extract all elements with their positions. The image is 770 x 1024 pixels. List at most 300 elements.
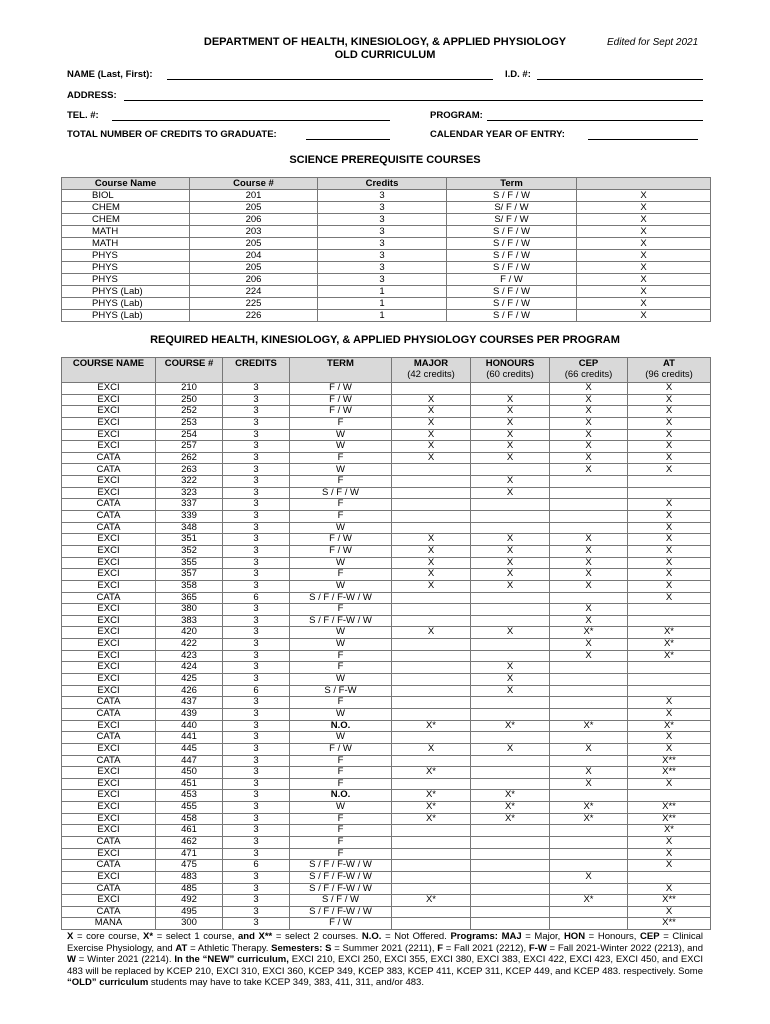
required-cell: X*: [471, 720, 550, 732]
prereq-cell: 1: [318, 298, 447, 310]
required-row: [62, 534, 711, 546]
required-row: [62, 790, 711, 802]
prereq-cell: PHYS (Lab): [62, 310, 190, 322]
required-cell: X: [628, 394, 711, 406]
address-field[interactable]: [124, 100, 703, 101]
required-header-label: CEP: [578, 358, 599, 369]
required-cell: X: [550, 417, 628, 429]
required-row: [62, 487, 711, 499]
required-row: [62, 860, 711, 872]
required-cell: F: [290, 778, 392, 790]
required-cell: X**: [628, 918, 711, 930]
required-header-cell: [628, 358, 711, 383]
required-header-credits: (66 credits): [564, 369, 613, 380]
required-cell: EXCI: [62, 557, 156, 569]
required-row: [62, 639, 711, 651]
required-cell: F: [290, 825, 392, 837]
required-cell: EXCI: [62, 720, 156, 732]
required-cell: [392, 836, 471, 848]
required-cell: CATA: [62, 464, 156, 476]
prereq-row: [62, 214, 711, 226]
required-cell: [471, 755, 550, 767]
curriculum-title: OLD CURRICULUM: [334, 49, 436, 61]
required-cell: 3: [223, 755, 290, 767]
prereq-cell: F / W: [447, 274, 577, 286]
required-cell: [550, 697, 628, 709]
prereq-cell: X: [577, 202, 711, 214]
prereq-cell: CHEM: [62, 214, 190, 226]
required-row: [62, 406, 711, 418]
required-cell: 3: [223, 452, 290, 464]
required-cell: X**: [628, 755, 711, 767]
prereq-cell: PHYS: [62, 262, 190, 274]
required-cell: 3: [223, 615, 290, 627]
required-cell: 3: [223, 674, 290, 686]
prereq-cell: 3: [318, 250, 447, 262]
required-cell: [550, 487, 628, 499]
calendar-year-field[interactable]: [588, 139, 698, 140]
required-cell: X: [628, 534, 711, 546]
required-cell: [550, 836, 628, 848]
required-table: [61, 357, 711, 930]
required-cell: CATA: [62, 452, 156, 464]
required-cell: X: [392, 441, 471, 453]
legend-footnote: X = core course, X* = select 1 course, and X** = select 2 courses. N.O. = Not Offered. Programs: MAJ = Major, HON = Honours, CEP = Clinical Exercise Physiology, and AT = Athletic Therapy. Semesters: S = Summer 2021 (2211), F = Fall 2021 (2212), F-W = Fall 2021-Winter 2022 (2213), and W = Winter 2021 (2214). In the “NEW” curriculum, EXCI 210, EXCI 250, EXCI 355, EXCI 380, EXCI 383, EXCI 422, EXCI 423, EXCI 450, and EXCI 483 will be replaced by KCEP 210, EXCI 310, EXCI 360, KCEP 349, KCEP 383, KCEP 411, KCEP 311, KCEP 449, and KCEP 483. respectively. Some “OLD” curriculum students may have to take KCEP 349, 383, 411, 311, and/or 483.: [67, 931, 703, 989]
required-cell: CATA: [62, 499, 156, 511]
required-cell: EXCI: [62, 429, 156, 441]
required-cell: [550, 662, 628, 674]
required-cell: [550, 708, 628, 720]
required-cell: X: [550, 778, 628, 790]
required-row: [62, 813, 711, 825]
required-header-label: MAJOR: [413, 358, 449, 369]
required-cell: X*: [628, 639, 711, 651]
required-cell: 440: [156, 720, 223, 732]
required-cell: 3: [223, 534, 290, 546]
required-cell: [628, 487, 711, 499]
required-cell: X: [628, 848, 711, 860]
name-field[interactable]: [167, 79, 493, 80]
required-cell: X*: [471, 802, 550, 814]
required-cell: X: [550, 534, 628, 546]
required-cell: X*: [392, 790, 471, 802]
required-cell: EXCI: [62, 767, 156, 779]
required-cell: 210: [156, 383, 223, 395]
tel-field[interactable]: [112, 120, 390, 121]
prereq-cell: BIOL: [62, 190, 190, 202]
required-cell: [392, 708, 471, 720]
required-cell: X: [550, 545, 628, 557]
required-cell: CATA: [62, 511, 156, 523]
prereq-cell: CHEM: [62, 202, 190, 214]
required-cell: X*: [471, 813, 550, 825]
prereq-cell: 3: [318, 202, 447, 214]
required-cell: 3: [223, 627, 290, 639]
required-cell: 3: [223, 604, 290, 616]
required-cell: X: [471, 569, 550, 581]
required-cell: EXCI: [62, 441, 156, 453]
required-cell: X**: [628, 813, 711, 825]
required-cell: 339: [156, 511, 223, 523]
required-cell: [392, 918, 471, 930]
required-cell: 422: [156, 639, 223, 651]
required-cell: X: [471, 406, 550, 418]
required-cell: EXCI: [62, 825, 156, 837]
required-row: [62, 592, 711, 604]
required-cell: [392, 883, 471, 895]
required-cell: X: [471, 452, 550, 464]
prereq-cell: 1: [318, 286, 447, 298]
required-row: [62, 604, 711, 616]
required-row: [62, 464, 711, 476]
prereq-row: [62, 238, 711, 250]
required-header-label: CREDITS: [235, 358, 277, 369]
required-cell: 451: [156, 778, 223, 790]
required-cell: X: [471, 627, 550, 639]
required-cell: 3: [223, 545, 290, 557]
required-header-cell: [550, 358, 628, 383]
program-field[interactable]: [487, 120, 703, 121]
id-field[interactable]: [537, 79, 703, 80]
calendar-year-label: CALENDAR YEAR OF ENTRY:: [430, 129, 565, 140]
required-cell: 6: [223, 592, 290, 604]
required-cell: X: [628, 580, 711, 592]
prereq-cell: S / F / W: [447, 286, 577, 298]
required-cell: 3: [223, 417, 290, 429]
required-cell: X: [471, 545, 550, 557]
required-cell: [471, 895, 550, 907]
required-cell: [471, 767, 550, 779]
required-cell: [471, 918, 550, 930]
required-cell: EXCI: [62, 650, 156, 662]
required-cell: X: [628, 406, 711, 418]
required-cell: S / F / F-W / W: [290, 871, 392, 883]
required-cell: [471, 650, 550, 662]
required-cell: X: [550, 767, 628, 779]
required-cell: [392, 755, 471, 767]
required-cell: 348: [156, 522, 223, 534]
required-cell: X*: [550, 720, 628, 732]
required-cell: X: [550, 580, 628, 592]
required-cell: 254: [156, 429, 223, 441]
required-cell: [471, 708, 550, 720]
required-cell: [392, 906, 471, 918]
required-cell: X: [471, 476, 550, 488]
required-cell: 425: [156, 674, 223, 686]
required-cell: X: [628, 860, 711, 872]
prereq-cell: X: [577, 274, 711, 286]
required-cell: EXCI: [62, 848, 156, 860]
required-row: [62, 685, 711, 697]
prereq-cell: S / F / W: [447, 262, 577, 274]
tel-label: TEL. #:: [67, 110, 99, 121]
required-row: [62, 511, 711, 523]
required-cell: CATA: [62, 592, 156, 604]
required-header-cell: [62, 358, 156, 383]
required-row: [62, 732, 711, 744]
required-cell: X: [471, 662, 550, 674]
required-cell: N.O.: [290, 790, 392, 802]
required-cell: X: [628, 452, 711, 464]
required-cell: X: [550, 441, 628, 453]
prereq-cell: X: [577, 214, 711, 226]
required-cell: 3: [223, 743, 290, 755]
required-cell: X*: [392, 767, 471, 779]
required-cell: 365: [156, 592, 223, 604]
required-cell: F / W: [290, 743, 392, 755]
prereq-cell: X: [577, 286, 711, 298]
required-cell: X: [392, 534, 471, 546]
prereq-cell: 3: [318, 226, 447, 238]
required-cell: 458: [156, 813, 223, 825]
required-row: [62, 743, 711, 755]
required-cell: [628, 604, 711, 616]
required-cell: X: [471, 441, 550, 453]
required-cell: X: [392, 557, 471, 569]
required-cell: X: [628, 778, 711, 790]
required-cell: 447: [156, 755, 223, 767]
required-header-cell: [290, 358, 392, 383]
required-cell: [471, 732, 550, 744]
required-cell: [392, 487, 471, 499]
required-cell: W: [290, 708, 392, 720]
required-cell: CATA: [62, 836, 156, 848]
required-cell: X*: [550, 813, 628, 825]
required-cell: CATA: [62, 883, 156, 895]
required-cell: [550, 499, 628, 511]
required-cell: X: [392, 627, 471, 639]
required-cell: F: [290, 813, 392, 825]
required-header-label: HONOURS: [485, 358, 535, 369]
prereq-cell: S / F / W: [447, 226, 577, 238]
required-cell: [550, 848, 628, 860]
required-cell: EXCI: [62, 743, 156, 755]
required-cell: [471, 848, 550, 860]
required-cell: [392, 871, 471, 883]
required-cell: [628, 476, 711, 488]
required-cell: CATA: [62, 522, 156, 534]
required-cell: 337: [156, 499, 223, 511]
required-cell: 3: [223, 580, 290, 592]
prereq-cell: PHYS (Lab): [62, 298, 190, 310]
required-cell: [550, 825, 628, 837]
required-row: [62, 767, 711, 779]
required-cell: 439: [156, 708, 223, 720]
required-cell: 3: [223, 406, 290, 418]
required-cell: EXCI: [62, 604, 156, 616]
required-header-label: AT: [663, 358, 675, 369]
required-cell: F: [290, 755, 392, 767]
required-cell: CATA: [62, 755, 156, 767]
required-cell: X: [628, 499, 711, 511]
required-cell: 352: [156, 545, 223, 557]
required-cell: 6: [223, 685, 290, 697]
required-cell: W: [290, 429, 392, 441]
prereq-row: [62, 202, 711, 214]
required-cell: 420: [156, 627, 223, 639]
required-cell: 383: [156, 615, 223, 627]
required-cell: S / F / F-W / W: [290, 906, 392, 918]
required-cell: [471, 836, 550, 848]
prereq-row: [62, 226, 711, 238]
required-row: [62, 802, 711, 814]
required-cell: 441: [156, 732, 223, 744]
required-cell: EXCI: [62, 813, 156, 825]
required-cell: [471, 697, 550, 709]
required-cell: X: [628, 441, 711, 453]
required-cell: 483: [156, 871, 223, 883]
required-cell: 3: [223, 650, 290, 662]
prereq-cell: S / F / W: [447, 238, 577, 250]
required-row: [62, 755, 711, 767]
required-cell: 495: [156, 906, 223, 918]
required-cell: F: [290, 476, 392, 488]
required-row: [62, 848, 711, 860]
required-cell: [392, 848, 471, 860]
required-header-cell: [471, 358, 550, 383]
required-cell: EXCI: [62, 895, 156, 907]
prereq-cell: 205: [190, 202, 318, 214]
required-cell: W: [290, 557, 392, 569]
required-cell: X: [628, 429, 711, 441]
required-cell: [550, 860, 628, 872]
required-cell: 3: [223, 720, 290, 732]
required-cell: X: [392, 569, 471, 581]
required-cell: N.O.: [290, 720, 392, 732]
prereq-cell: 205: [190, 262, 318, 274]
required-cell: X: [471, 534, 550, 546]
required-cell: [471, 778, 550, 790]
required-cell: 3: [223, 476, 290, 488]
required-cell: W: [290, 674, 392, 686]
required-cell: X: [550, 464, 628, 476]
required-cell: X: [550, 557, 628, 569]
required-cell: 423: [156, 650, 223, 662]
required-cell: X: [628, 557, 711, 569]
required-cell: [550, 674, 628, 686]
required-cell: W: [290, 580, 392, 592]
required-cell: 3: [223, 732, 290, 744]
prereq-cell: 3: [318, 238, 447, 250]
required-cell: EXCI: [62, 406, 156, 418]
required-cell: [471, 499, 550, 511]
prereq-cell: 206: [190, 214, 318, 226]
required-cell: 3: [223, 383, 290, 395]
required-cell: F: [290, 511, 392, 523]
required-cell: F / W: [290, 383, 392, 395]
prereq-cell: 1: [318, 310, 447, 322]
required-cell: 3: [223, 836, 290, 848]
required-cell: F: [290, 499, 392, 511]
prereq-row: [62, 190, 711, 202]
required-cell: X: [471, 557, 550, 569]
required-cell: [628, 662, 711, 674]
required-cell: EXCI: [62, 790, 156, 802]
required-cell: F / W: [290, 394, 392, 406]
required-cell: CATA: [62, 708, 156, 720]
required-cell: [471, 906, 550, 918]
required-cell: 250: [156, 394, 223, 406]
required-cell: X: [628, 417, 711, 429]
required-cell: [392, 685, 471, 697]
required-cell: S / F / F-W / W: [290, 860, 392, 872]
required-cell: X: [471, 743, 550, 755]
prereq-cell: 201: [190, 190, 318, 202]
name-label: NAME (Last, First):: [67, 69, 153, 80]
required-cell: 424: [156, 662, 223, 674]
required-cell: [550, 592, 628, 604]
total-credits-field[interactable]: [306, 139, 390, 140]
required-cell: EXCI: [62, 394, 156, 406]
required-cell: [471, 511, 550, 523]
required-cell: X: [392, 452, 471, 464]
required-cell: X*: [628, 650, 711, 662]
required-cell: EXCI: [62, 476, 156, 488]
required-cell: X: [471, 580, 550, 592]
prereq-cell: 3: [318, 262, 447, 274]
required-cell: 3: [223, 767, 290, 779]
required-cell: 322: [156, 476, 223, 488]
required-cell: [550, 883, 628, 895]
prereq-cell: 226: [190, 310, 318, 322]
required-cell: [471, 522, 550, 534]
required-cell: W: [290, 639, 392, 651]
required-cell: [392, 476, 471, 488]
prereq-cell: 224: [190, 286, 318, 298]
required-cell: [392, 522, 471, 534]
edited-note: Edited for Sept 2021: [607, 37, 699, 48]
required-row: [62, 720, 711, 732]
required-cell: [550, 522, 628, 534]
required-cell: [471, 615, 550, 627]
required-cell: 323: [156, 487, 223, 499]
required-cell: 3: [223, 662, 290, 674]
required-cell: F: [290, 697, 392, 709]
required-cell: 485: [156, 883, 223, 895]
required-cell: [550, 906, 628, 918]
required-header-label: COURSE NAME: [72, 358, 145, 369]
required-cell: [392, 697, 471, 709]
required-cell: [392, 860, 471, 872]
prereq-cell: MATH: [62, 226, 190, 238]
required-cell: X: [628, 697, 711, 709]
required-cell: F: [290, 417, 392, 429]
required-cell: 257: [156, 441, 223, 453]
required-cell: F: [290, 848, 392, 860]
required-header-credits: (96 credits): [645, 369, 693, 380]
required-cell: S / F / F-W / W: [290, 592, 392, 604]
required-cell: 3: [223, 429, 290, 441]
required-cell: [628, 674, 711, 686]
required-cell: X: [471, 487, 550, 499]
required-cell: X: [550, 639, 628, 651]
required-cell: [392, 662, 471, 674]
required-row: [62, 476, 711, 488]
required-cell: S / F-W: [290, 685, 392, 697]
prereq-cell: S / F / W: [447, 250, 577, 262]
required-row: [62, 778, 711, 790]
required-cell: 3: [223, 918, 290, 930]
required-row: [62, 674, 711, 686]
required-cell: X**: [628, 802, 711, 814]
required-cell: CATA: [62, 732, 156, 744]
prereq-row: [62, 262, 711, 274]
prereq-cell: X: [577, 310, 711, 322]
required-cell: [471, 871, 550, 883]
required-cell: [550, 511, 628, 523]
required-cell: X: [628, 592, 711, 604]
required-cell: X: [392, 406, 471, 418]
